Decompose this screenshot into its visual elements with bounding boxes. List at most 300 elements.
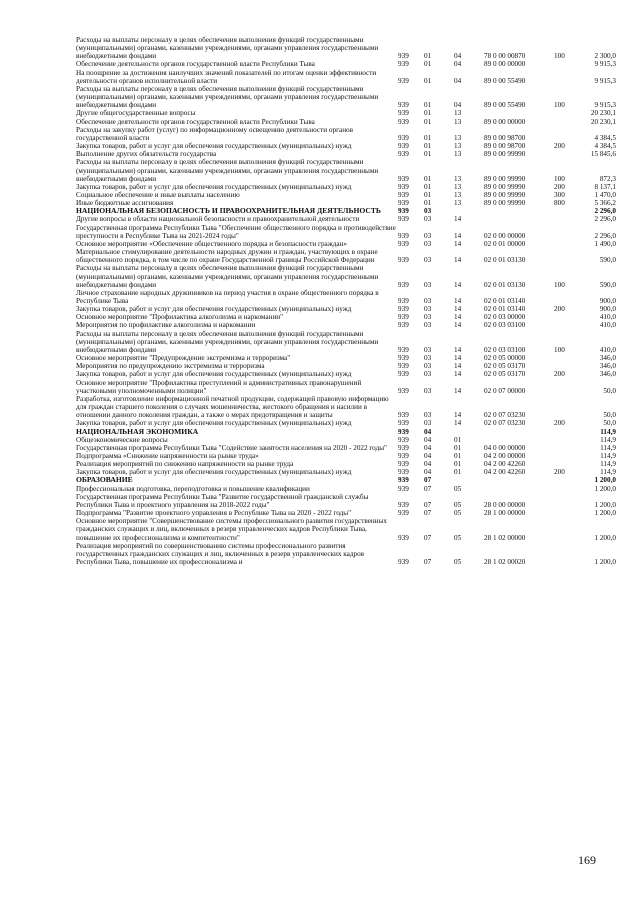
target-article-code: 28 1 02 00000	[484, 533, 526, 542]
table-row	[76, 330, 616, 354]
item-name: Реализация мероприятий по совершенствованию системы профессионального развития государственных гражданских служащих и лиц, включенных в резерв управленческих кадров Республики Тыва, повышение их профессионализма и	[76, 541, 365, 566]
department-code: 939	[398, 509, 409, 518]
expense-type-code	[554, 428, 580, 436]
item-name: ОБРАЗОВАНИЕ	[76, 475, 133, 485]
table-row	[76, 460, 616, 468]
table-row	[76, 313, 616, 321]
department-code: 939	[398, 182, 409, 191]
amount: 590,0	[599, 280, 616, 289]
department-code: 939	[398, 419, 409, 428]
table-row	[76, 476, 616, 484]
subsection-code: 13	[454, 150, 462, 159]
amount: 8 137,1	[594, 182, 616, 191]
item-name: Разработка, изготовление информационной печатной продукции, содержащей правовую информацию для граждан старшего поколения о случаях мошенничества, жестокого обращения и насилии в отношении данного поколения граждан, а также о мерах предотвращения и защиты	[76, 394, 389, 420]
amount: 114,9	[600, 435, 616, 444]
section-code: 03	[424, 345, 432, 354]
department-code: 939	[398, 239, 409, 248]
amount: 1 470,0	[594, 190, 616, 199]
item-name: Государственная программа Республики Тыва "Обеспечение общественного порядка и противодействие преступности в Республике Тыва на 2021-2024 годы"	[76, 223, 396, 240]
item-name: Расходы на выплаты персоналу в целях обеспечения выполнения функций государственными (муниципальными) органами, казенными учреждениями, органами управления государственными внебюджетными фондами	[76, 264, 379, 289]
amount: 900,0	[599, 297, 616, 305]
section-code: 03	[424, 305, 432, 314]
subsection-code: 14	[454, 345, 462, 354]
table-row	[76, 354, 616, 362]
target-article-code: 28 1 02 00020	[484, 558, 526, 566]
section-code: 07	[424, 476, 432, 485]
target-article-code: 02 0 07 00000	[484, 386, 526, 395]
target-article-code: 02 0 00 00000	[484, 231, 526, 240]
department-code: 939	[398, 476, 409, 485]
item-name: Основное мероприятие "Профилактика алкоголизма и наркомании"	[76, 313, 284, 322]
table-row	[76, 142, 616, 150]
item-name: Другие общегосударственные вопросы	[76, 109, 196, 118]
subsection-code: 14	[454, 239, 462, 248]
section-code: 03	[424, 215, 432, 224]
section-code: 03	[424, 256, 432, 265]
department-code: 939	[398, 411, 409, 420]
item-name: Государственная программа Республики Тыва "Развитие государственной гражданской службы Республики Тыва и проектного управления на 2018-2022 годы"	[76, 492, 369, 509]
table-row	[76, 289, 616, 305]
expense-type-code	[554, 354, 580, 362]
subsection-code: 05	[454, 484, 462, 493]
subsection-code: 14	[454, 231, 462, 240]
subsection-code: 14	[454, 386, 462, 395]
subsection-code: 04	[454, 60, 462, 69]
target-article-code	[484, 207, 554, 215]
amount: 872,3	[599, 174, 616, 183]
department-code: 939	[398, 354, 409, 363]
department-code: 939	[398, 215, 409, 224]
expense-type-code	[554, 379, 580, 395]
department-code: 939	[398, 199, 409, 208]
amount: 346,0	[599, 362, 616, 371]
target-article-code: 02 0 03 03100	[484, 345, 526, 354]
table-row	[76, 444, 616, 452]
subsection-code: 01	[454, 460, 462, 469]
table-row	[76, 370, 616, 378]
department-code: 939	[398, 109, 409, 118]
table-row	[76, 428, 616, 436]
section-code: 07	[424, 484, 432, 493]
item-name: Государственная программа Республики Тыва "Содействие занятости населения на 2020 - 2022 годы"	[76, 443, 387, 452]
department-code: 939	[398, 484, 409, 493]
subsection-code: 14	[454, 256, 462, 265]
subsection-code: 14	[454, 280, 462, 289]
amount: 410,0	[599, 345, 616, 354]
target-article-code: 02 0 01 03140	[484, 297, 526, 305]
section-code: 01	[424, 142, 432, 151]
amount: 114,9	[600, 468, 616, 477]
expense-type-code	[554, 485, 580, 493]
item-name: Реализация мероприятий по снижению напряженности на рынке труда	[76, 460, 294, 469]
expense-type-code: 200	[554, 142, 565, 151]
section-code: 01	[424, 60, 432, 69]
item-name: Расходы на выплаты персоналу в целях обеспечения выполнения функций государственными (муниципальными) органами, казенными учреждениями, органами управления государственными внебюджетными фондами	[76, 158, 379, 183]
subsection-code: 14	[454, 354, 462, 363]
subsection-code: 14	[454, 321, 462, 330]
department-code: 939	[398, 190, 409, 199]
expense-type-code: 100	[554, 52, 565, 61]
subsection-code: 13	[454, 142, 462, 151]
department-code: 939	[398, 451, 409, 460]
section-code: 01	[424, 182, 432, 191]
target-article-code: 89 0 00 99990	[484, 150, 526, 159]
department-code: 939	[398, 460, 409, 469]
table-row	[76, 60, 616, 68]
subsection-code: 14	[454, 411, 462, 420]
item-name: Общеэкономические вопросы	[76, 435, 168, 444]
item-name: На поощрение за достижения наилучших значений показателей по итогам оценки эффективности деятельности органов исполнительной власти	[76, 68, 377, 85]
amount: 50,0	[603, 419, 616, 428]
target-article-code: 04 2 00 42260	[484, 460, 526, 469]
section-code: 04	[424, 427, 432, 436]
expense-type-code	[554, 460, 580, 468]
subsection-code: 13	[454, 117, 462, 126]
amount: 4 384,5	[594, 142, 616, 151]
section-code: 03	[424, 297, 432, 305]
item-name: Основное мероприятие «Обеспечение общественного порядка и безопасности граждан»	[76, 239, 347, 248]
expense-type-code	[554, 444, 580, 452]
expense-type-code: 200	[554, 370, 565, 379]
table-row	[76, 69, 616, 85]
item-name: Основное мероприятие "Предупреждение экстремизма и терроризма"	[76, 354, 291, 363]
target-article-code	[484, 215, 554, 223]
section-code: 04	[424, 435, 432, 444]
table-row	[76, 207, 616, 215]
subsection-code: 13	[454, 174, 462, 183]
target-article-code: 02 0 01 03130	[484, 256, 526, 265]
target-article-code: 04 0 00 00000	[484, 443, 526, 452]
amount: 1 490,0	[594, 239, 616, 248]
department-code: 939	[398, 313, 409, 322]
section-code: 01	[424, 199, 432, 208]
expense-type-code	[554, 118, 580, 126]
department-code: 939	[398, 427, 409, 436]
amount: 590,0	[599, 256, 616, 265]
department-code: 939	[398, 321, 409, 330]
department-code: 939	[398, 558, 409, 566]
section-code: 01	[424, 76, 432, 85]
amount: 2 300,0	[594, 52, 616, 61]
item-name: Расходы на закупку работ (услуг) по информационному освещению деятельности органов государственной власти	[76, 125, 354, 142]
subsection-code: 05	[454, 533, 462, 542]
subsection-code: 14	[454, 313, 462, 322]
expense-type-code	[554, 517, 580, 541]
item-name: Закупка товаров, работ и услуг для обеспечения государственных (муниципальных) нужд	[76, 370, 352, 379]
item-name: Обеспечение деятельности органов государственной власти Республики Тыва	[76, 117, 315, 126]
subsection-code: 13	[454, 199, 462, 208]
expense-type-code: 800	[554, 199, 565, 208]
target-article-code: 04 2 00 42260	[484, 468, 526, 477]
subsection-code: 13	[454, 182, 462, 191]
target-article-code	[484, 436, 554, 444]
expense-type-code	[554, 362, 580, 370]
amount: 114,9	[600, 451, 616, 460]
section-code: 03	[424, 411, 432, 420]
amount: 900,0	[599, 305, 616, 314]
section-code: 01	[424, 190, 432, 199]
section-code: 07	[424, 558, 432, 566]
department-code: 939	[398, 117, 409, 126]
target-article-code: 89 0 00 99990	[484, 182, 526, 191]
section-code: 03	[424, 354, 432, 363]
subsection-code: 14	[454, 297, 462, 305]
department-code: 939	[398, 52, 409, 61]
target-article-code: 04 2 00 00000	[484, 451, 526, 460]
amount: 1 200,0	[594, 476, 616, 485]
item-name: Мероприятия по профилактике алкоголизма и наркомании	[76, 321, 256, 330]
expense-type-code	[554, 240, 580, 248]
expense-type-code	[554, 452, 580, 460]
table-row	[76, 126, 616, 142]
department-code: 939	[398, 370, 409, 379]
target-article-code: 02 0 07 03230	[484, 411, 526, 420]
table-row	[76, 305, 616, 313]
section-code: 01	[424, 101, 432, 110]
department-code: 939	[398, 133, 409, 142]
department-code: 939	[398, 468, 409, 477]
table-row	[76, 362, 616, 370]
subsection-code	[454, 207, 484, 215]
expense-type-code	[554, 224, 580, 240]
amount: 9 915,3	[594, 101, 616, 110]
subsection-code: 14	[454, 419, 462, 428]
item-name: Основное мероприятие "Профилактика преступлений и административных правонарушений участковыми уполномоченными полиции"	[76, 378, 362, 395]
target-article-code: 02 0 01 00000	[484, 239, 526, 248]
amount: 410,0	[599, 321, 616, 330]
amount: 50,0	[603, 411, 616, 420]
subsection-code	[454, 476, 484, 484]
department-code: 939	[398, 142, 409, 151]
section-code: 03	[424, 362, 432, 371]
subsection-code: 05	[454, 558, 462, 566]
table-row	[76, 109, 616, 117]
department-code: 939	[398, 150, 409, 159]
target-article-code	[484, 476, 554, 484]
section-code: 03	[424, 386, 432, 395]
item-name: Расходы на выплаты персоналу в целях обеспечения выполнения функций государственными (муниципальными) органами, казенными учреждениями, органами управления государственными внебюджетными фондами	[76, 329, 379, 354]
subsection-code: 14	[454, 370, 462, 379]
department-code: 939	[398, 345, 409, 354]
item-name: Материальное стимулирование деятельности народных дружин и граждан, участвующих в охране общественного порядка, в том числе по охране Государственной границы Российской Федерации	[76, 248, 378, 265]
item-name: Закупка товаров, работ и услуг для обеспечения государственных (муниципальных) нужд	[76, 142, 352, 151]
department-code: 939	[398, 231, 409, 240]
department-code: 939	[398, 101, 409, 110]
amount: 410,0	[599, 313, 616, 322]
item-name: Мероприятия по предупреждению экстремизма и терроризма	[76, 362, 265, 371]
target-article-code: 89 0 00 98700	[484, 142, 526, 151]
subsection-code: 04	[454, 101, 462, 110]
amount: 114,9	[600, 427, 616, 436]
target-article-code: 78 0 00 00870	[484, 52, 526, 61]
department-code: 939	[398, 207, 409, 216]
target-article-code	[484, 109, 554, 117]
expense-type-code	[554, 215, 580, 223]
table-row	[76, 379, 616, 395]
expense-type-code	[554, 109, 580, 117]
department-code: 939	[398, 76, 409, 85]
item-name: Закупка товаров, работ и услуг для обеспечения государственных (муниципальных) нужд	[76, 182, 352, 191]
department-code: 939	[398, 386, 409, 395]
table-row	[76, 517, 616, 541]
amount: 20 230,1	[590, 109, 616, 118]
table-row	[76, 191, 616, 199]
section-code: 04	[424, 451, 432, 460]
item-name: Закупка товаров, работ и услуг для обеспечения государственных (муниципальных) нужд	[76, 305, 352, 314]
item-name: НАЦИОНАЛЬНАЯ БЕЗОПАСНОСТЬ И ПРАВООХРАНИТЕЛЬНАЯ ДЕЯТЕЛЬНОСТЬ	[76, 206, 381, 216]
section-code: 07	[424, 533, 432, 542]
amount: 15 845,6	[590, 150, 616, 159]
subsection-code: 13	[454, 190, 462, 199]
section-code: 01	[424, 174, 432, 183]
table-row	[76, 118, 616, 126]
table-row	[76, 224, 616, 240]
subsection-code: 01	[454, 468, 462, 477]
section-code: 01	[424, 133, 432, 142]
department-code: 939	[398, 500, 409, 509]
subsection-code: 13	[454, 133, 462, 142]
subsection-code: 05	[454, 500, 462, 509]
page-number: 169	[578, 853, 596, 867]
target-article-code: 28 0 00 00000	[484, 500, 526, 509]
expense-type-code	[554, 313, 580, 321]
amount: 2 296,0	[594, 231, 616, 240]
expense-type-code	[554, 289, 580, 305]
amount: 1 200,0	[594, 558, 616, 566]
target-article-code: 02 0 07 03230	[484, 419, 526, 428]
target-article-code: 02 0 05 03170	[484, 362, 526, 371]
expense-type-code	[554, 60, 580, 68]
table-row	[76, 158, 616, 182]
budget-table	[76, 36, 616, 566]
subsection-code: 14	[454, 215, 462, 224]
subsection-code: 13	[454, 109, 462, 118]
expense-type-code	[554, 509, 580, 517]
table-row	[76, 452, 616, 460]
target-article-code: 89 0 00 99990	[484, 174, 526, 183]
expense-type-code	[554, 493, 580, 509]
expense-type-code	[554, 395, 580, 419]
target-article-code: 89 0 00 00000	[484, 60, 526, 69]
amount: 114,9	[600, 460, 616, 469]
expense-type-code	[554, 207, 580, 215]
section-code: 03	[424, 313, 432, 322]
table-row	[76, 493, 616, 509]
section-code: 03	[424, 419, 432, 428]
amount: 1 200,0	[594, 509, 616, 518]
expense-type-code: 100	[554, 174, 565, 183]
expense-type-code	[554, 248, 580, 264]
subsection-code: 05	[454, 509, 462, 518]
expense-type-code	[554, 321, 580, 329]
section-code: 03	[424, 370, 432, 379]
expense-type-code	[554, 476, 580, 484]
expense-type-code	[554, 542, 580, 566]
expense-type-code	[554, 126, 580, 142]
department-code: 939	[398, 280, 409, 289]
item-name: НАЦИОНАЛЬНАЯ ЭКОНОМИКА	[76, 426, 199, 436]
section-code: 03	[424, 280, 432, 289]
table-row	[76, 240, 616, 248]
target-article-code: 02 0 05 03170	[484, 370, 526, 379]
subsection-code: 01	[454, 451, 462, 460]
department-code: 939	[398, 60, 409, 69]
target-article-code: 89 0 00 99990	[484, 190, 526, 199]
table-row	[76, 436, 616, 444]
amount: 2 296,0	[594, 215, 616, 224]
item-name: Личное страхование народных дружинников на период участия в охране общественного порядка в Республике Тыва	[76, 288, 379, 305]
expense-type-code: 100	[554, 101, 565, 110]
expense-type-code: 200	[554, 182, 565, 191]
target-article-code: 02 0 01 03140	[484, 305, 526, 314]
expense-type-code	[554, 436, 580, 444]
department-code: 939	[398, 533, 409, 542]
amount: 9 915,3	[594, 60, 616, 69]
table-row	[76, 248, 616, 264]
table-row	[76, 264, 616, 288]
subsection-code	[454, 428, 484, 436]
item-name: Другие вопросы в области национальной безопасности и правоохранительной деятельности	[76, 215, 360, 224]
section-code: 03	[424, 231, 432, 240]
expense-type-code	[554, 150, 580, 158]
section-code: 01	[424, 117, 432, 126]
target-article-code: 89 0 00 00000	[484, 117, 526, 126]
expense-type-code: 300	[554, 190, 565, 199]
amount: 114,9	[600, 443, 616, 452]
item-name: Подпрограмма "Развитие проектного управления в Республике Тыва на 2020 - 2022 годы"	[76, 509, 352, 518]
section-code: 03	[424, 207, 432, 216]
section-code: 03	[424, 239, 432, 248]
department-code: 939	[398, 443, 409, 452]
table-row	[76, 150, 616, 158]
target-article-code: 89 0 00 55490	[484, 76, 526, 85]
target-article-code	[484, 428, 554, 436]
subsection-code: 04	[454, 52, 462, 61]
item-name: Расходы на выплаты персоналу в целях обеспечения выполнения функций государственными (муниципальными) органами, казенными учреждениями, органами управления государственными внебюджетными фондами	[76, 84, 379, 110]
department-code: 939	[398, 174, 409, 183]
budget-table-body	[76, 36, 616, 566]
target-article-code: 89 0 00 99990	[484, 199, 526, 208]
table-row	[76, 395, 616, 419]
amount: 1 200,0	[594, 533, 616, 542]
section-code: 04	[424, 468, 432, 477]
table-row	[76, 542, 616, 566]
department-code: 939	[398, 305, 409, 314]
subsection-code: 14	[454, 362, 462, 371]
table-row	[76, 321, 616, 329]
amount: 4 384,5	[594, 133, 616, 142]
item-name: Иные бюджетные ассигнования	[76, 199, 174, 208]
subsection-code: 14	[454, 305, 462, 314]
section-code: 07	[424, 509, 432, 518]
item-name: Закупка товаров, работ и услуг для обеспечения государственных (муниципальных) нужд	[76, 419, 352, 428]
item-name: Закупка товаров, работ и услуг для обеспечения государственных (муниципальных) нужд	[76, 468, 352, 477]
subsection-code: 04	[454, 76, 462, 85]
amount: 9 915,3	[594, 76, 616, 85]
department-code: 939	[398, 362, 409, 371]
section-code: 01	[424, 109, 432, 118]
section-code: 01	[424, 52, 432, 61]
department-code: 939	[398, 256, 409, 265]
target-article-code: 89 0 00 98700	[484, 133, 526, 142]
department-code: 939	[398, 435, 409, 444]
amount: 5 366,2	[594, 199, 616, 208]
target-article-code: 02 0 01 03130	[484, 280, 526, 289]
target-article-code: 89 0 00 55490	[484, 101, 526, 110]
item-name: Основное мероприятие "Совершенствование системы профессионального развития государственных гражданских служащих и лиц, включенных в резерв управленческих кадров Республики Тыва, повышение их профессионализма и компетентности"	[76, 517, 388, 542]
item-name: Профессиональная подготовка, переподготовка и повышение квалификации	[76, 484, 310, 493]
section-code: 01	[424, 150, 432, 159]
